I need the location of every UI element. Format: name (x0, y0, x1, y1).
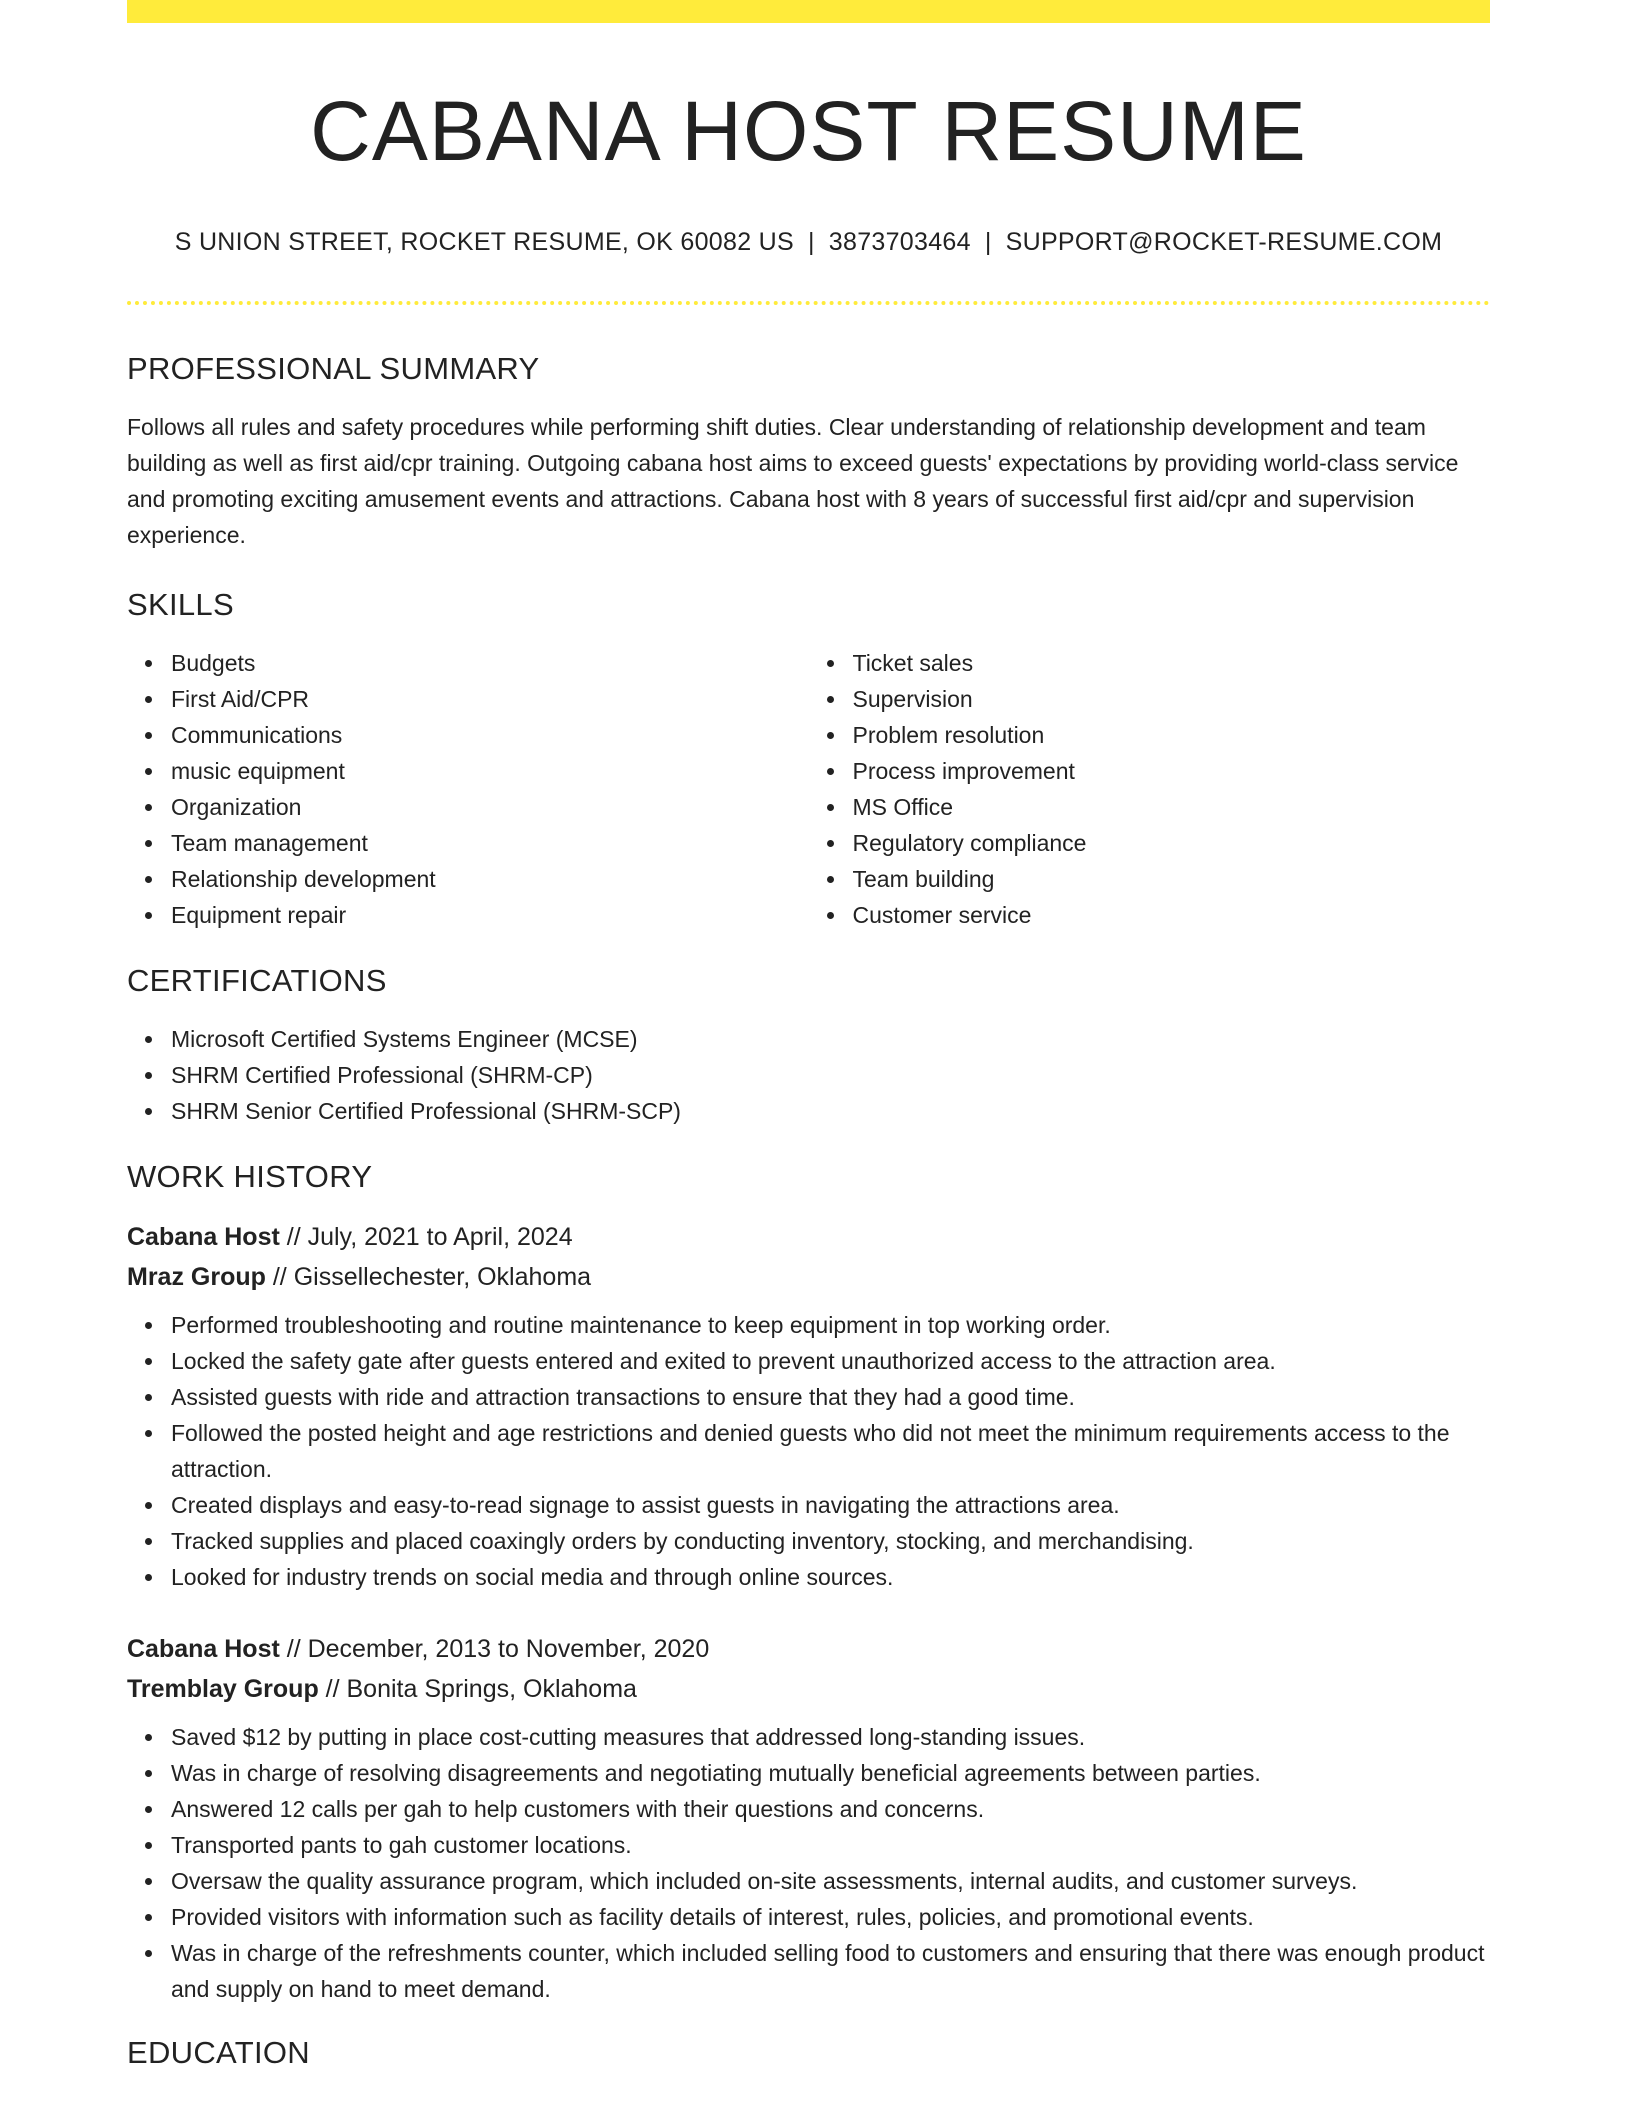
contact-phone: 3873703464 (828, 228, 971, 256)
skills-columns (127, 645, 1490, 933)
job-duty: Followed the posted height and age restrictions and denied guests who did not meet the minimum requirements access to the attraction. (171, 1415, 1490, 1487)
job-duty: Tracked supplies and placed coaxingly orders by conducting inventory, stocking, and merchandising. (171, 1523, 1490, 1559)
job-company-line (127, 1669, 1490, 1709)
resume-page (127, 0, 1490, 2073)
skills-section (127, 585, 1490, 933)
job-duty: Saved $12 by putting in place cost-cutting measures that addressed long-standing issues. (171, 1719, 1490, 1755)
summary-section (127, 349, 1490, 553)
skill-item: Customer service (853, 897, 1491, 933)
job-duties-list (127, 1307, 1490, 1595)
job-entry (127, 1217, 1490, 1595)
contact-line (127, 225, 1490, 259)
job-company: Mraz Group (127, 1263, 266, 1291)
skills-heading: SKILLS (127, 587, 234, 622)
contact-separator: | (807, 228, 815, 256)
skill-item: Team building (853, 861, 1491, 897)
education-heading: EDUCATION (127, 2035, 310, 2070)
job-title-line (127, 1629, 1490, 1669)
job-title-line (127, 1217, 1490, 1257)
job-duty: Answered 12 calls per gah to help customers with their questions and concerns. (171, 1791, 1490, 1827)
contact-separator: | (984, 228, 992, 256)
skill-item: Problem resolution (853, 717, 1491, 753)
skill-item: Organization (171, 789, 809, 825)
job-duty: Created displays and easy-to-read signage to assist guests in navigating the attractions area. (171, 1487, 1490, 1523)
skill-item: MS Office (853, 789, 1491, 825)
job-location: // Bonita Springs, Oklahoma (325, 1675, 637, 1703)
certification-item: Microsoft Certified Systems Engineer (MCSE) (171, 1021, 1490, 1057)
job-duty: Looked for industry trends on social media and through online sources. (171, 1559, 1490, 1595)
certifications-heading: CERTIFICATIONS (127, 963, 387, 998)
skill-item: Budgets (171, 645, 809, 681)
summary-text: Follows all rules and safety procedures while performing shift duties. Clear understanding of relationship development and team building as well as first aid/cpr training. Outgoing cabana host aims to exceed guests' expectations by providing world-class service and promoting exciting amusement events and attractions. Cabana host with 8 years of successful first aid/cpr and supervision experience. (127, 414, 1459, 548)
work-history-section (127, 1157, 1490, 2007)
contact-email: SUPPORT@ROCKET-RESUME.COM (1005, 228, 1443, 256)
skill-item: music equipment (171, 753, 809, 789)
skill-item: Ticket sales (853, 645, 1491, 681)
skills-list-right (809, 645, 1491, 933)
work-history-heading: WORK HISTORY (127, 1159, 373, 1194)
job-dates: // July, 2021 to April, 2024 (286, 1223, 573, 1251)
job-duty: Was in charge of the refreshments counter, which included selling food to customers and ensuring that there was enough product and supply on hand to meet demand. (171, 1935, 1490, 2007)
accent-bar (127, 0, 1490, 23)
skill-item: Process improvement (853, 753, 1491, 789)
skill-item: Team management (171, 825, 809, 861)
job-company: Tremblay Group (127, 1675, 319, 1703)
job-duty: Performed troubleshooting and routine maintenance to keep equipment in top working order. (171, 1307, 1490, 1343)
job-duties-list (127, 1719, 1490, 2007)
job-duty: Transported pants to gah customer locations. (171, 1827, 1490, 1863)
job-dates: // December, 2013 to November, 2020 (286, 1635, 710, 1663)
job-location: // Gissellechester, Oklahoma (272, 1263, 592, 1291)
job-title: Cabana Host (127, 1223, 280, 1251)
certifications-section (127, 961, 1490, 1129)
job-duty: Was in charge of resolving disagreements and negotiating mutually beneficial agreements between parties. (171, 1755, 1490, 1791)
job-duty: Assisted guests with ride and attraction transactions to ensure that they had a good time. (171, 1379, 1490, 1415)
education-section (127, 2033, 1490, 2073)
job-title: Cabana Host (127, 1635, 280, 1663)
skill-item: Relationship development (171, 861, 809, 897)
resume-title: CABANA HOST RESUME (310, 84, 1307, 178)
skill-item: First Aid/CPR (171, 681, 809, 717)
skill-item: Equipment repair (171, 897, 809, 933)
job-duty: Provided visitors with information such as facility details of interest, rules, policies, and promotional events. (171, 1899, 1490, 1935)
summary-heading: PROFESSIONAL SUMMARY (127, 351, 540, 386)
dotted-divider (127, 301, 1490, 305)
job-entry (127, 1629, 1490, 2007)
job-duty: Oversaw the quality assurance program, which included on-site assessments, internal audits, and customer surveys. (171, 1863, 1490, 1899)
certification-item: SHRM Certified Professional (SHRM-CP) (171, 1057, 1490, 1093)
skill-item: Supervision (853, 681, 1491, 717)
job-duty: Locked the safety gate after guests entered and exited to prevent unauthorized access to the attraction area. (171, 1343, 1490, 1379)
certifications-list (127, 1021, 1490, 1129)
skill-item: Communications (171, 717, 809, 753)
certification-item: SHRM Senior Certified Professional (SHRM-SCP) (171, 1093, 1490, 1129)
contact-address: S UNION STREET, ROCKET RESUME, OK 60082 US (174, 228, 794, 256)
job-company-line (127, 1257, 1490, 1297)
skills-list-left (127, 645, 809, 933)
skill-item: Regulatory compliance (853, 825, 1491, 861)
